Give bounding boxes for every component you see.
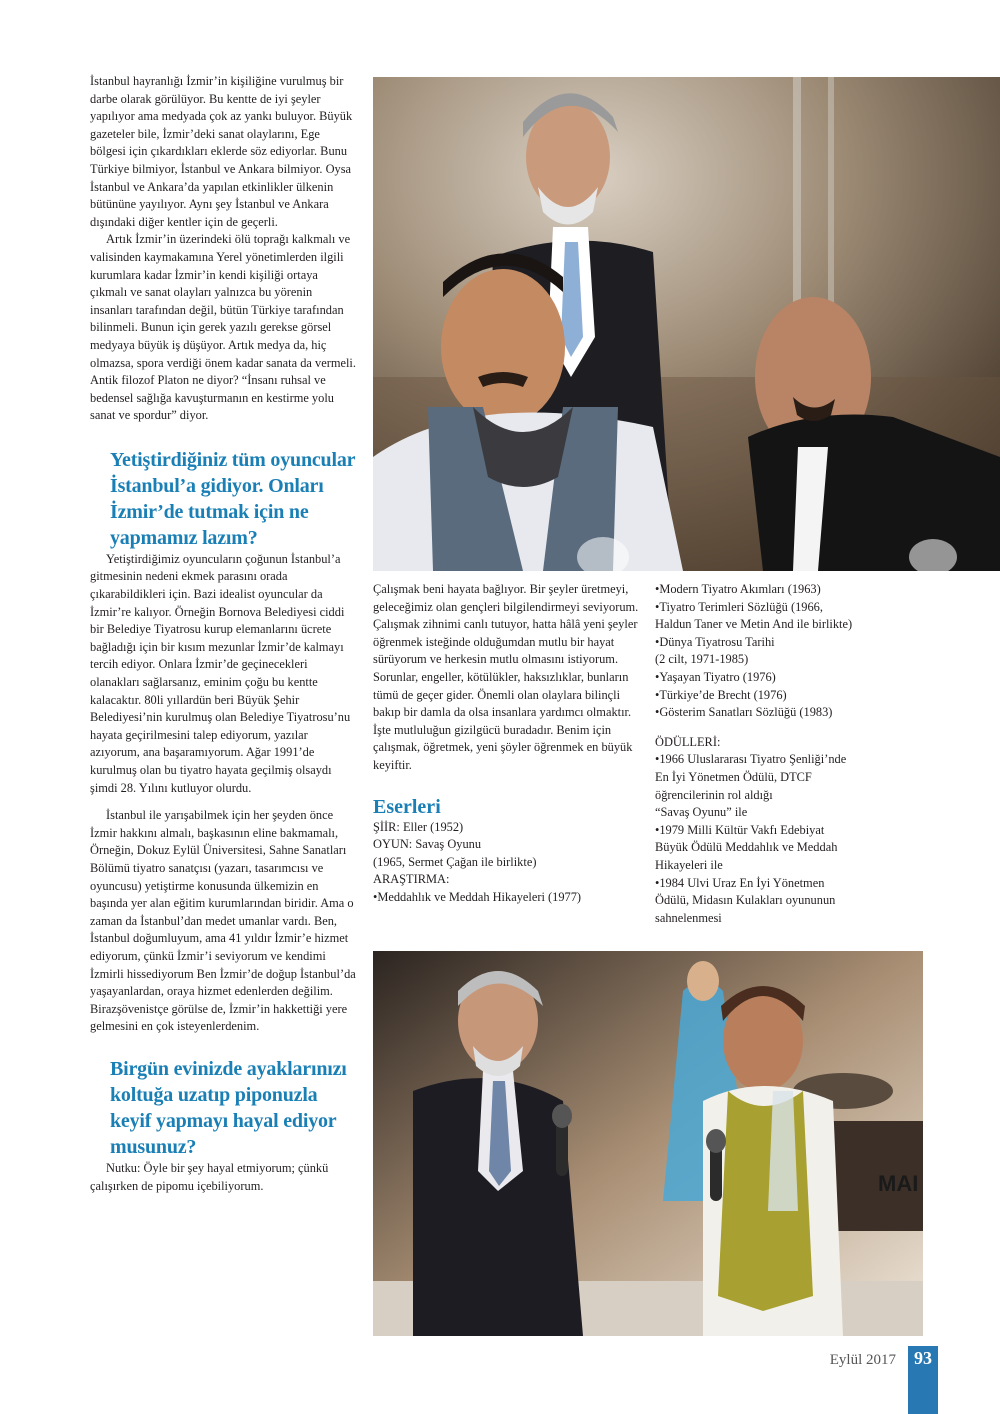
- works-line: •Dünya Tiyatrosu Tarihi: [655, 634, 775, 649]
- article-column-right: [655, 581, 917, 927]
- award-line: Büyük Ödülü Meddahlık ve Meddah: [655, 840, 838, 855]
- award-line: Hikayeleri ile: [655, 857, 723, 872]
- photo-award-ceremony: [373, 951, 923, 1336]
- awards-list: [655, 751, 917, 927]
- works-line: (2 cilt, 1971-1985): [655, 652, 749, 667]
- works-line: •Türkiye’de Brecht (1976): [655, 687, 787, 702]
- award-line: En İyi Yönetmen Ödülü, DTCF: [655, 769, 812, 784]
- award-line: •1984 Ulvi Uraz En İyi Yönetmen: [655, 875, 825, 890]
- question-heading: Yetiştirdiğiniz tüm oyuncular İstanbul’a gidiyor. Onları İzmir’de tutmak için ne yapmamız lazım?: [110, 448, 355, 549]
- works-line: ŞİİR: Eller (1952): [373, 819, 464, 834]
- award-line: •1966 Uluslararası Tiyatro Şenliği’nde: [655, 752, 847, 767]
- article-column-middle: [373, 581, 641, 907]
- works-list: [373, 819, 641, 907]
- question-heading: Birgün evinizde ayaklarınızı koltuğa uzatıp piponuzla keyif yapmayı hayal ediyor musunuz?: [110, 1057, 347, 1158]
- works-line: ARAŞTIRMA:: [373, 872, 450, 887]
- works-line: (1965, Sermet Çağan ile birlikte): [373, 854, 537, 869]
- issue-date: Eylül 2017: [829, 1352, 896, 1368]
- paragraph: Nutku: Öyle bir şey hayal etmiyorum; çünkü çalışırken de pipomu içebiliyorum.: [90, 1160, 329, 1193]
- works-line: •Yaşayan Tiyatro (1976): [655, 669, 776, 684]
- works-line: •Tiyatro Terimleri Sözlüğü (1966,: [655, 599, 823, 614]
- works-heading: Eserleri: [373, 795, 441, 818]
- works-line: •Gösterim Sanatları Sözlüğü (1983): [655, 705, 833, 720]
- works-list-continued: [655, 581, 917, 722]
- award-line: öğrencilerinin rol aldığı: [655, 787, 773, 802]
- awards-title: ÖDÜLLERİ:: [655, 734, 721, 749]
- paragraph: Yetiştirdiğimiz oyuncuların çoğunun İstanbul’a gitmesinin nedeni ekmek parasını orada çıkarabildikleri için. Bazi idealist oyuncular da İzmir’re kalıyor. Örneğin Bornova Belediyesi ciddi bir Belediye Tiyatrosu kurup elemanlarını ücrete bağladığı için bir kısım mezunlar İzmir’de kalmayı tercih ediyor. Onlara İzmir’de geçinecekleri olanakları sağlarsanız, eminim çoğu bu kentte kalacaktır. 80li yıllardün beri Büyük Şehir Belediyesi’nin kurulmuş olan Belediye Tiyatrosu’nu hayata geçirilmesini talep ediyorum, yazılar azıyorum, ana başaramıyorum. Ağar 1991’de kurulmuş olan bu tiyatro hayata geçilmiş olsaydı şimdi 28. Yılını kutluyor olurdu.: [90, 551, 351, 795]
- award-line: sahnelenmesi: [655, 910, 722, 925]
- article-column-left: [90, 73, 358, 1195]
- award-line: Ödülü, Midasın Kulakları oyununun: [655, 893, 836, 908]
- works-line: Haldun Taner ve Metin And ile birlikte): [655, 617, 853, 632]
- works-line: •Meddahlık ve Meddah Hikayeleri (1977): [373, 889, 582, 904]
- works-line: •Modern Tiyatro Akımları (1963): [655, 582, 821, 596]
- drum-sign: MAI: [878, 1171, 919, 1196]
- award-line: •1979 Milli Kültür Vakfı Edebiyat: [655, 822, 825, 837]
- award-line: “Savaş Oyunu” ile: [655, 805, 748, 820]
- paragraph: Çalışmak beni hayata bağlıyor. Bir şeyler üretmeyi, geleceğimiz olan gençleri bilgilendirmeyi seviyorum. Çalışmak zihnimi canlı tutuyor, hatta hâlâ yeni şeyler öğrenmek isteğinde olduğumdan mutlu bir hayat sürüyorum ve herkesin mutlu olmasını istiyorum. Sorunlar, engeller, kötülükler, haksızlıklar, bunların tümü de geçer gider. Önemli olan olaylara bilinçli bakıp bir damla da olsa insanlara yardımcı olmaktır. İşte mutluluğun gizilgücü buradadır. Benim için çalışmak, öğretmek, yeni şöyler öğrenmek en büyük keyiftir.: [373, 582, 639, 772]
- paragraph: İstanbul ile yarışabilmek için her şeyden önce İzmir hakkını almalı, başkasının eline bakmamalı, Örneğin, Dokuz Eylül Üniversitesi, Sahne Sanatları Bölümü tiyatro sanatçısı (yazarı, tasarımcısı ve oyuncusu) yetiştirme konusunda ülkemizin en başında yer alan eğitim kurumlarından biridir. Ama o zaman da İstanbul’dan medet umanlar vardı. Ben, İstanbul doğumluyum, ama 41 yıldır İzmir’e hizmet ediyorum, çünkü İzmir’i seviyorum ve kendimi İzmirli hissediyorum Ben İzmir’de doğup İstanbul’da yaşayanlardan, oraya hizmet edenlerden değilim. Birazşövenistçe görülse de, İzmir’in hakkettiği yere gelmesini en çok isteyenlerdenim.: [90, 808, 356, 1034]
- paragraph: İstanbul hayranlığı İzmir’in kişiliğine vurulmuş bir darbe olarak görülüyor. Bu kentte de iyi şeyler yapılıyor ama medyada çok az yankı buluyor. Büyük gazeteler bile, İzmir’deki sanat olaylarını, Ege bölgesi için çıkardıkları eklerde söz ediyorlar. Bunu Türkiye bilmiyor, İstanbul ve Ankara bilmiyor. Oysa İstanbul ve Ankara’da yapılan etkinlikler ülkenin bütününe yayılıyor. Aynı şey İstanbul ve Ankara dışındaki diğer kentler için de geçerli.: [90, 74, 353, 229]
- photo-event-men: [373, 77, 1000, 571]
- works-line: OYUN: Savaş Oyunu: [373, 837, 482, 852]
- paragraph: Artık İzmir’in üzerindeki ölü toprağı kalkmalı ve valisinden kaymakamına Yerel yönetimlerden ilgili kurumlara kadar İzmir’in kendi kişiliği ortaya çıkmalı ve sanat olayları yalnızca bu yörenin insanları tarafından değil, bütün Türkiye tarafından bilinmeli. Bunun için gerek yazılı gerekse görsel medyaya büyük iş düşüyor. Artık medya da, hiç olmazsa, spora verdiği önem kadar sanata da vermeli. Antik filozof Platon ne diyor? “İnsanı ruhsal ve bedensel sağlığa kavuşturmanın en kestirme yolu sanat ve spordur” diyor.: [90, 232, 356, 423]
- page-number: 93: [914, 1348, 932, 1368]
